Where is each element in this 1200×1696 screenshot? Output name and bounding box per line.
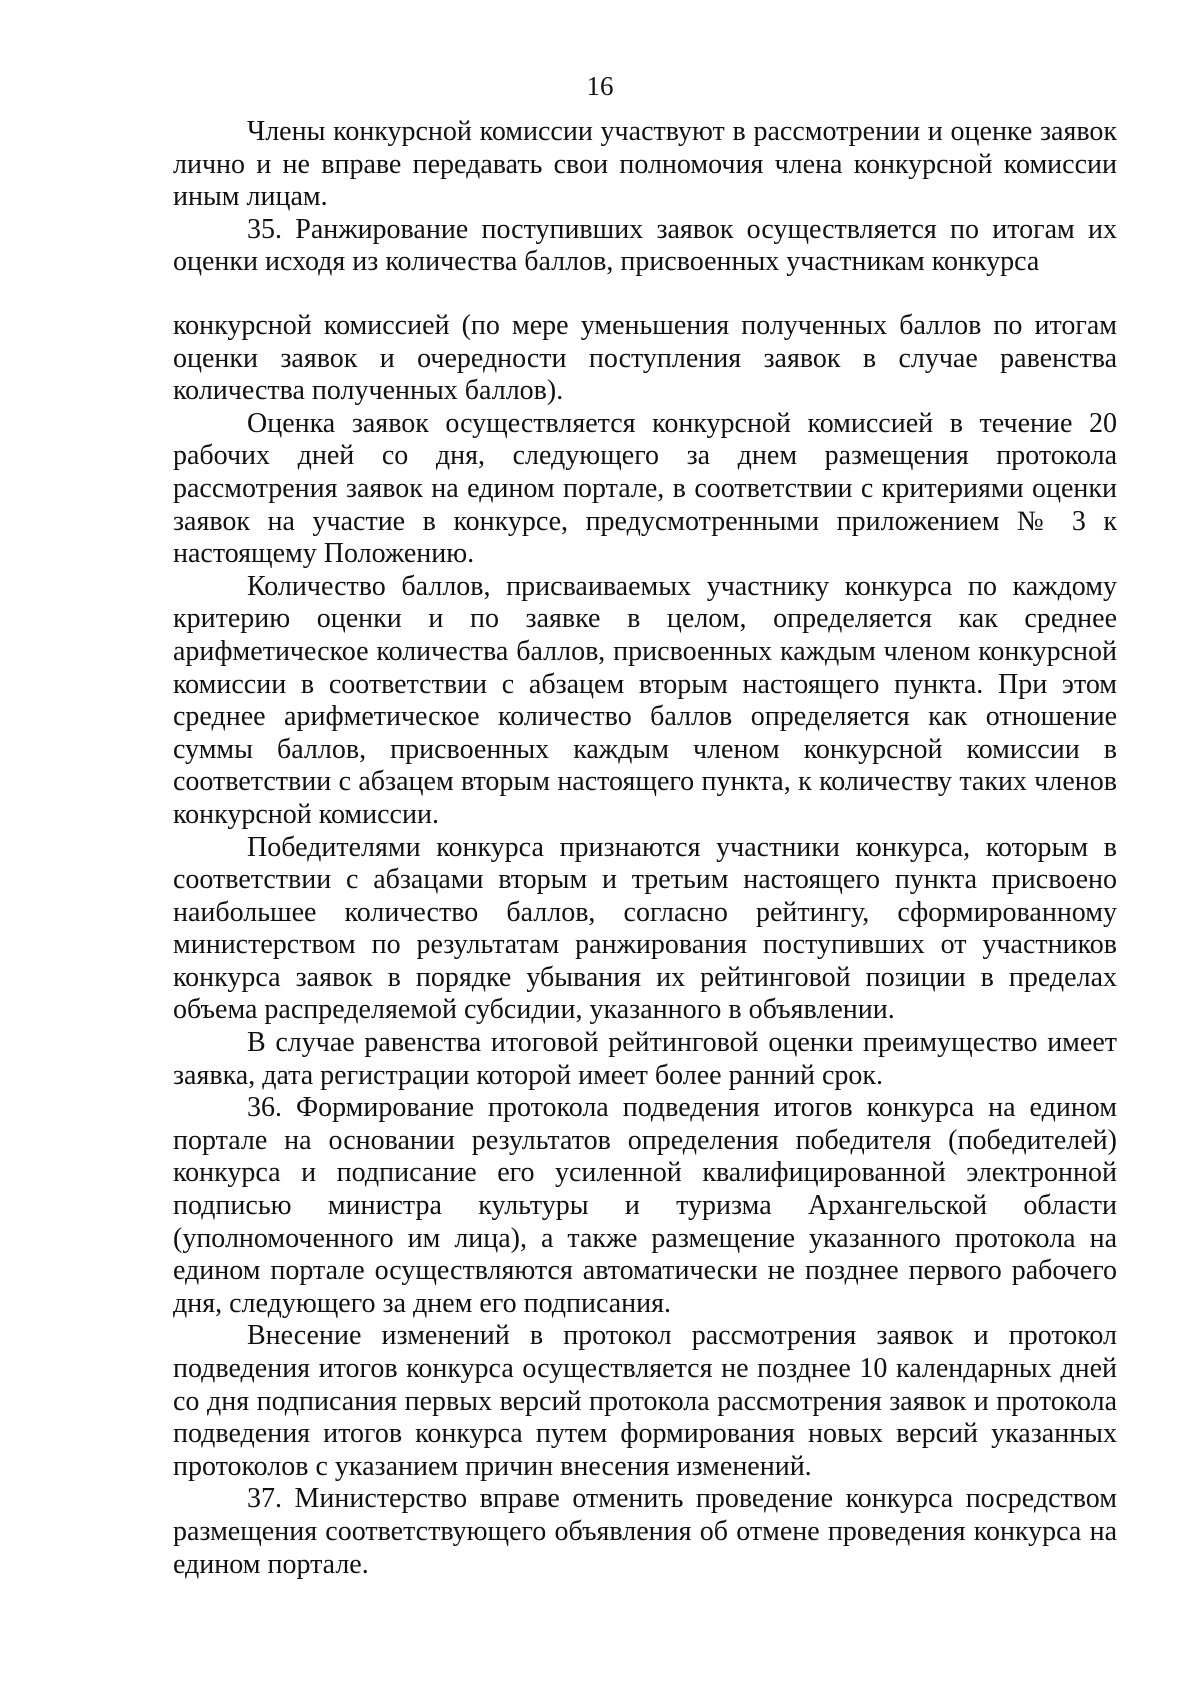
paragraph-evaluation-period: Оценка заявок осуществляется конкурсной комиссией в течение 20 рабочих дней со дня, следующего за днем размещения протокола рассмотрения заявок на едином портале, в соответствии с критериями оценки заявок на участие в конкурсе, предусмотренными приложением № 3 к настоящему Положению. <box>173 407 1117 570</box>
text-block-top <box>173 116 1117 279</box>
paragraph-equal-rating: В случае равенства итоговой рейтинговой оценки преимущество имеет заявка, дата регистрации которой имеет более ранний срок. <box>173 1027 1117 1091</box>
text-block-main <box>173 310 1117 1581</box>
paragraph-item-35-continued: конкурсной комиссией (по мере уменьшения полученных баллов по итогам оценки заявок и очередности поступления заявок в случае равенства количества полученных баллов). <box>173 310 1117 407</box>
paragraph-item-37: 37. Министерство вправе отменить проведение конкурса посредством размещения соответствующего объявления об отмене проведения конкурса на едином портале. <box>173 1483 1117 1580</box>
paragraph-item-36: 36. Формирование протокола подведения итогов конкурса на едином портале на основании результатов определения победителя (победителей) конкурса и подписание его усиленной квалифицированной электронной подписью министра культуры и туризма Архангельской области (уполномоченного им лица), а также размещение указанного протокола на едином портале осуществляются автоматически не позднее первого рабочего дня, следующего за днем его подписания. <box>173 1092 1117 1319</box>
paragraph-score-calculation: Количество баллов, присваиваемых участнику конкурса по каждому критерию оценки и по заявке в целом, определяется как среднее арифметическое количества баллов, присвоенных каждым членом конкурсной комиссии в соответствии с абзацем вторым настоящего пункта. При этом среднее арифметическое количество баллов определяется как отношение суммы баллов, присвоенных каждым членом конкурсной комиссии в соответствии с абзацем вторым настоящего пункта, к количеству таких членов конкурсной комиссии. <box>173 570 1117 830</box>
paragraph-winners: Победителями конкурса признаются участники конкурса, которым в соответствии с абзацами вторым и третьим настоящего пункта присвоено наибольшее количество баллов, согласно рейтингу, сформированному министерством по результатам ранжирования поступивших от участников конкурса заявок в порядке убывания их рейтинговой позиции в пределах объема распределяемой субсидии, указанного в объявлении. <box>173 831 1117 1026</box>
paragraph-item-35: 35. Ранжирование поступивших заявок осуществляется по итогам их оценки исходя из количества баллов, присвоенных участникам конкурса <box>173 213 1117 278</box>
paragraph-protocol-changes: Внесение изменений в протокол рассмотрения заявок и протокол подведения итогов конкурса осуществляется не позднее 10 календарных дней со дня подписания первых версий протокола рассмотрения заявок и протокола подведения итогов конкурса путем формирования новых версий указанных протоколов с указанием причин внесения изменений. <box>173 1320 1117 1482</box>
paragraph-commission-members: Члены конкурсной комиссии участвуют в рассмотрении и оценке заявок лично и не вправе передавать свои полномочия члена конкурсной комиссии иным лицам. <box>173 116 1117 213</box>
page-number: 16 <box>586 71 614 101</box>
